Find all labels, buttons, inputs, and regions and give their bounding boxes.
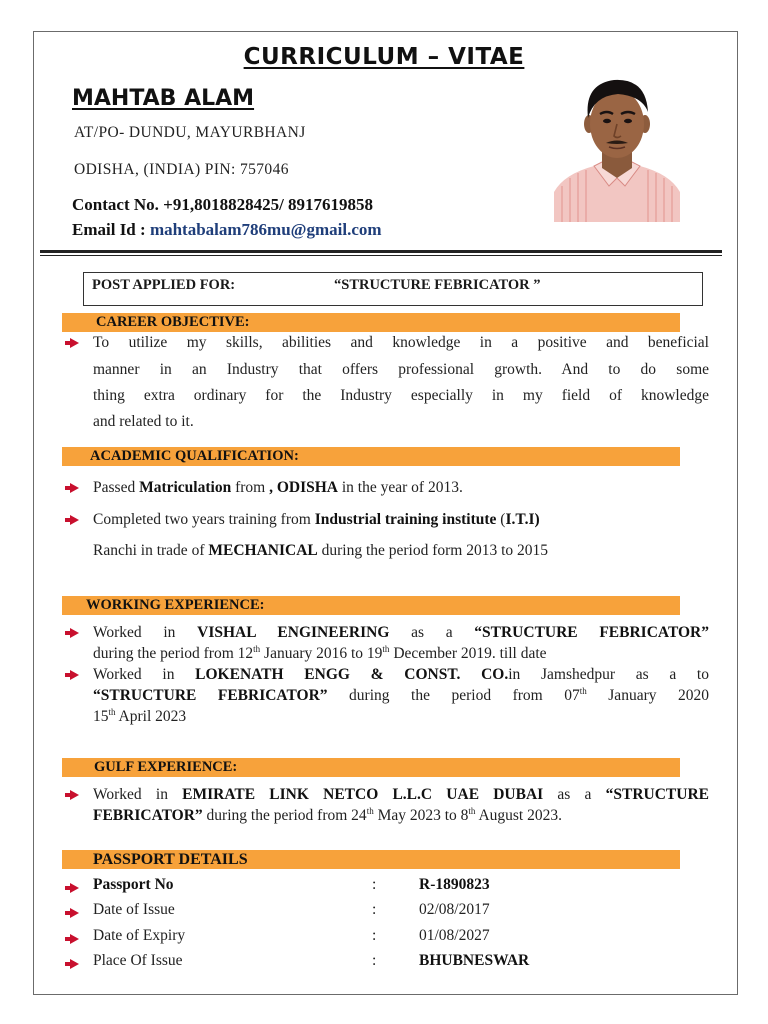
work-item-1: Worked in VISHAL ENGINEERING as a “STRUCTURE FEBRICATOR”: [93, 624, 709, 641]
section-title: ACADEMIC QUALIFICATION:: [90, 448, 299, 464]
document-title: CURRICULUM – VITAE: [243, 44, 525, 70]
email-label: Email Id :: [72, 220, 146, 239]
passport-colon: :: [372, 876, 377, 893]
arrow-right-icon: [70, 883, 79, 893]
arrow-right-icon: [70, 515, 79, 525]
career-line-4: and related to it.: [93, 413, 194, 430]
gulf-item-1-cont: FEBRICATOR” during the period from 24th May 2023 to 8th August 2023.: [93, 805, 562, 824]
profile-photo-illustration: [554, 74, 680, 222]
address-line-1: AT/PO- DUNDU, MAYURBHANJ: [74, 124, 306, 141]
email-link[interactable]: mahtabalam786mu@gmail.com: [149, 220, 382, 239]
profile-photo: [554, 74, 680, 222]
academic-item-2-cont: Ranchi in trade of MECHANICAL during the period form 2013 to 2015: [93, 542, 549, 559]
arrow-right-icon: [70, 670, 79, 680]
contact-email: [72, 220, 382, 240]
arrow-right-icon: [70, 790, 79, 800]
phone-number: +91,8018828425/ 8917619858: [163, 195, 374, 214]
passport-value: 02/08/2017: [419, 901, 490, 918]
passport-colon: :: [372, 901, 377, 918]
section-title: WORKING EXPERIENCE:: [86, 597, 265, 613]
arrow-right-icon: [70, 934, 79, 944]
address-line-2: ODISHA, (INDIA) PIN: 757046: [74, 161, 289, 178]
post-applied-box: [83, 272, 703, 306]
work-item-2: Worked in LOKENATH ENGG & CONST. CO.in Jamshedpur as a to: [93, 666, 709, 683]
section-title: PASSPORT DETAILS: [93, 851, 248, 868]
header-rule-thin: [40, 255, 722, 256]
post-applied-value: “STRUCTURE FEBRICATOR ”: [334, 277, 541, 293]
work-item-2-cont-2: 15th April 2023: [93, 706, 187, 725]
section-gulf-experience: [62, 758, 680, 777]
passport-label: Date of Expiry: [93, 927, 186, 944]
arrow-right-icon: [70, 483, 79, 493]
career-line-3: thing extra ordinary for the Industry especially in my field of knowledge: [93, 387, 709, 404]
career-objective-text: [93, 330, 709, 410]
career-line-2: manner in an Industry that offers professional growth. And to do some: [93, 360, 709, 378]
contact-phone: [72, 195, 373, 215]
gulf-item-1: Worked in EMIRATE LINK NETCO L.L.C UAE DUBAI as a “STRUCTURE: [93, 786, 709, 803]
passport-label: Date of Issue: [93, 901, 175, 918]
section-academic-qualification: [62, 447, 680, 466]
header-rule-thick: [40, 250, 722, 253]
passport-label: Passport No: [93, 876, 174, 893]
academic-item-1: Passed Matriculation from , ODISHA in the year of 2013.: [93, 479, 463, 496]
arrow-right-icon: [70, 908, 79, 918]
career-line-1: To utilize my skills, abilities and knowledge in a positive and beneficial: [93, 334, 709, 351]
section-passport-details: [62, 850, 680, 869]
passport-value: R-1890823: [419, 876, 490, 893]
arrow-right-icon: [70, 338, 79, 348]
section-working-experience: [62, 596, 680, 615]
section-title: GULF EXPERIENCE:: [94, 759, 238, 775]
phone-label: Contact No.: [72, 195, 159, 214]
academic-item-2: Completed two years training from Industrial training institute (I.T.I): [93, 511, 540, 528]
arrow-right-icon: [70, 959, 79, 969]
passport-label: Place Of Issue: [93, 952, 183, 969]
work-item-1-cont: during the period from 12th January 2016 to 19th December 2019. till date: [93, 643, 547, 662]
passport-value: 01/08/2027: [419, 927, 490, 944]
work-item-2-cont: “STRUCTURE FEBRICATOR” during the period from 07th January 2020: [93, 685, 709, 704]
arrow-right-icon: [70, 628, 79, 638]
passport-value: BHUBNESWAR: [419, 952, 530, 969]
passport-colon: :: [372, 927, 377, 944]
post-applied-label: POST APPLIED FOR:: [92, 277, 236, 293]
passport-colon: :: [372, 952, 377, 969]
candidate-name: MAHTAB ALAM: [72, 86, 255, 111]
section-title: CAREER OBJECTIVE:: [96, 314, 250, 330]
